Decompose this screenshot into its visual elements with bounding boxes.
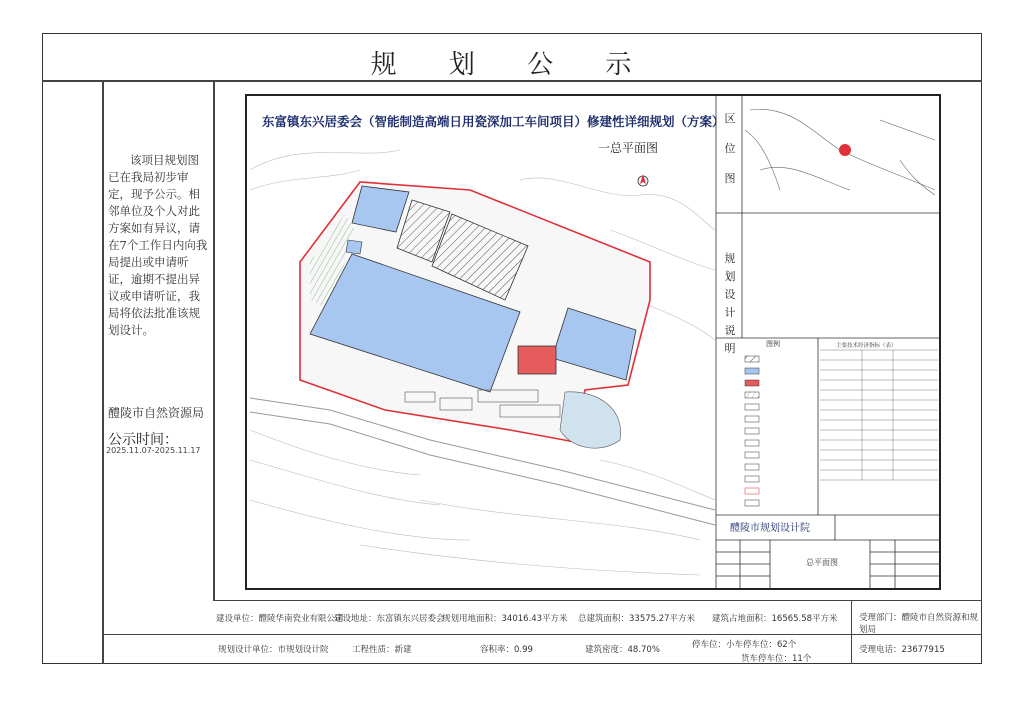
road-edge [250,412,715,525]
truck-parking: 货车停车位：11个 [741,654,812,664]
builder: 建设单位：醴陵华南瓷业有限公司 [216,614,344,624]
legend-label: 图例 [766,340,780,348]
location-map-label: 区位图 [724,112,736,185]
title-block-lines [716,96,940,588]
bureau-name: 醴陵市自然资源局 [108,406,205,420]
footprint-area: 建筑占地面积：16565.58平方米 [712,614,838,624]
drawing-title: 东富镇东兴居委会（智能制造高端日用瓷深加工车间项目）修建性详细规划（方案） [262,114,725,129]
building-red [518,346,556,374]
stats-table [820,350,938,480]
building-density: 建筑密度：48.70% [585,645,660,655]
building-small-1 [346,240,362,254]
design-unit: 规划设计单位：市规划设计院 [218,645,329,655]
design-notes-label: 规划设计说明 [724,252,736,355]
sheet-name: 总平面图 [806,558,838,567]
pond [560,392,621,448]
location-marker [839,144,851,156]
stats-table-title: 主要技术经济指标（表） [836,343,897,349]
project-nature: 工程性质：新建 [352,645,412,655]
accepting-unit: 受理部门：醴陵市自然资源和规划局 [859,613,979,635]
land-area: 规划用地面积：34016.43平方米 [442,614,568,624]
hotline: 受理电话：23677915 [859,645,945,655]
drawing-subtitle: 一总平面图 [598,141,659,155]
total-floor-area: 总建筑面积：33575.27平方米 [578,614,696,624]
notice-time-label: 公示时间： [108,432,178,448]
page-title: 规 划 公 示 [370,50,654,80]
floor-area-ratio: 容积率：0.99 [480,645,533,655]
car-parking: 停车位：小车停车位：62个 [692,640,797,650]
notice-text: 该项目规划图已在我局初步审定，现予公示。相邻单位及个人对此方案如有异议，请在7个工作日内向我局提出或申请听证，逾期不提出异议或申请听证，我局将依法批准该规划设计。 [108,153,208,337]
site-address: 建设地址：东富镇东兴居委会 [334,614,445,624]
institute-name: 醴陵市规划设计院 [730,523,810,534]
legend-symbols [745,356,759,506]
notice-time-value: 2025.11.07-2025.11.17 [106,446,201,455]
